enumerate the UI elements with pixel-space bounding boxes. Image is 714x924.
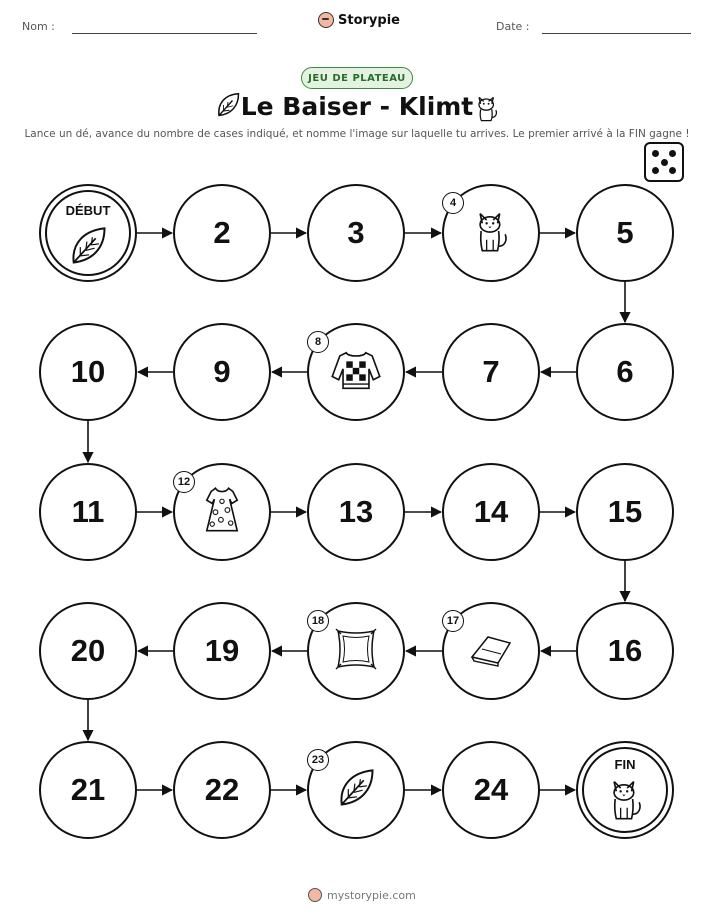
board-cell-11[interactable] — [39, 463, 137, 561]
board-cell-17[interactable] — [442, 602, 540, 700]
cell-number: 16 — [607, 633, 643, 668]
page-title: Le Baiser - Klimt — [240, 92, 474, 121]
cell-number-badge: 4 — [442, 192, 464, 214]
cell-number: 5 — [616, 215, 634, 250]
board-cell-13[interactable] — [307, 463, 405, 561]
leaf-icon — [334, 766, 378, 815]
cell-number: 22 — [204, 772, 240, 807]
finish-label: FIN — [614, 757, 636, 772]
board-cell-23[interactable] — [307, 741, 405, 839]
footer — [308, 888, 416, 902]
board-cell-8[interactable] — [307, 323, 405, 421]
board-cell-10[interactable] — [39, 323, 137, 421]
brand-name: Storypie — [338, 12, 400, 28]
cell-number: 24 — [473, 772, 509, 807]
cell-number: 19 — [204, 633, 240, 668]
start-cell[interactable] — [39, 184, 137, 282]
cell-number: 15 — [607, 494, 643, 529]
cell-number: 2 — [213, 215, 231, 250]
board-cell-14[interactable] — [442, 463, 540, 561]
board-cell-3[interactable] — [307, 184, 405, 282]
cell-number: 13 — [338, 494, 374, 529]
cell-number: 11 — [71, 494, 105, 529]
board-cell-2[interactable] — [173, 184, 271, 282]
game-type-badge: JEU DE PLATEAU — [301, 67, 413, 89]
cell-number-badge: 23 — [307, 749, 329, 771]
cell-number-badge: 18 — [307, 610, 329, 632]
board-cell-12[interactable] — [173, 463, 271, 561]
cell-number-badge: 17 — [442, 610, 464, 632]
cloth-icon — [468, 629, 514, 674]
cell-number-badge: 12 — [173, 471, 195, 493]
board-cell-18[interactable] — [307, 602, 405, 700]
start-label: DÉBUT — [65, 203, 111, 218]
board-cell-4[interactable] — [442, 184, 540, 282]
cell-number: 21 — [70, 772, 106, 807]
board-cell-5[interactable] — [576, 184, 674, 282]
board-cell-9[interactable] — [173, 323, 271, 421]
cell-number: 20 — [70, 633, 106, 668]
cat-icon — [603, 775, 647, 828]
date-label: Date : — [496, 20, 530, 33]
cell-number: 9 — [213, 354, 231, 389]
finish-cell[interactable] — [576, 741, 674, 839]
leaf-icon — [66, 224, 110, 273]
board-cell-7[interactable] — [442, 323, 540, 421]
name-label: Nom : — [22, 20, 55, 33]
pillow-icon — [332, 625, 380, 678]
cell-number: 7 — [482, 354, 500, 389]
cell-number: 14 — [473, 494, 509, 529]
board-cell-24[interactable] — [442, 741, 540, 839]
instructions: Lance un dé, avance du nombre de cases indiqué, et nomme l'image sur laquelle tu arrives. Le premier arrivé à la FIN gagne ! — [24, 128, 690, 140]
cell-number: 10 — [70, 354, 106, 389]
cell-number: 3 — [347, 215, 365, 250]
footer-url[interactable]: mystorypie.com — [327, 888, 416, 902]
sweater-icon — [329, 348, 383, 397]
board-cell-16[interactable] — [576, 602, 674, 700]
board-cell-6[interactable] — [576, 323, 674, 421]
cat-icon — [469, 207, 513, 260]
board-cell-19[interactable] — [173, 602, 271, 700]
footer-logo-icon — [308, 888, 322, 902]
board-cell-20[interactable] — [39, 602, 137, 700]
cell-number-badge: 8 — [307, 331, 329, 353]
dress-icon — [200, 485, 244, 540]
cell-number: 6 — [616, 354, 634, 389]
board-cell-21[interactable] — [39, 741, 137, 839]
board-cell-22[interactable] — [173, 741, 271, 839]
board-cell-15[interactable] — [576, 463, 674, 561]
